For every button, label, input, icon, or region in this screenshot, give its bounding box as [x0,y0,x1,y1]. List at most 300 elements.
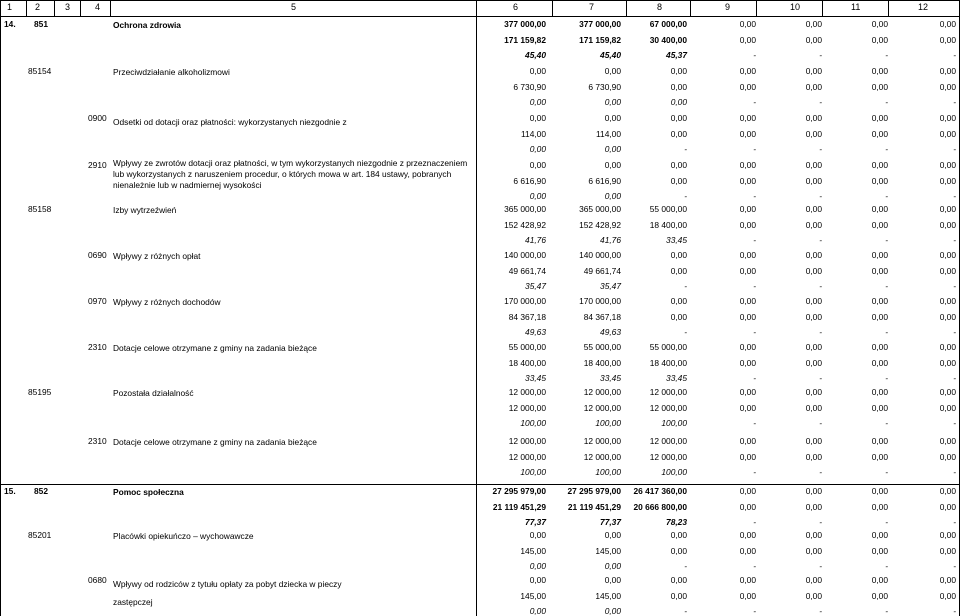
value-cell: 45,40 [600,50,621,60]
value-cell: 0,00 [739,250,756,260]
value-cell: 0,00 [871,250,888,260]
value-cell: 0,00 [805,34,822,45]
value-cell: - [953,373,956,383]
value-cell: 0,00 [739,486,756,496]
value-cell: 67 000,00 [649,19,687,29]
value-cell: 0,00 [670,113,687,123]
value-cell: - [953,97,956,107]
value-cell: 18 400,00 [649,219,687,230]
value-cell: - [753,281,756,291]
value-cell: 0,00 [670,250,687,260]
value-cell: 0,00 [805,501,822,512]
value-cell: 12 000,00 [649,436,687,446]
value-cell: 0,00 [939,204,956,214]
value-cell: 0,00 [939,265,956,276]
value-cell: 0,00 [670,128,687,139]
value-cell: - [819,97,822,107]
value-cell: 0,00 [871,436,888,446]
value-cell: - [953,517,956,527]
value-cell: - [684,281,687,291]
value-cell: 77,37 [600,517,621,527]
value-cell: 0,00 [939,402,956,413]
value-cell: 145,00 [595,590,621,601]
paragraf-number: 0900 [88,113,107,123]
value-cell: - [684,191,687,201]
value-cell: 12 000,00 [583,387,621,397]
value-cell: - [819,418,822,428]
value-cell: - [953,281,956,291]
value-cell: 0,00 [739,19,756,29]
value-cell: - [684,561,687,571]
value-cell: 0,00 [604,561,621,571]
value-cell: 0,00 [805,219,822,230]
value-cell: - [885,327,888,337]
value-cell: 0,00 [805,265,822,276]
value-cell: - [819,561,822,571]
value-cell: 171 159,82 [579,34,621,45]
value-cell: 0,00 [805,128,822,139]
header-col-12: 12 [918,2,929,12]
value-cell: 0,00 [739,545,756,556]
value-cell: 377 000,00 [579,19,621,29]
value-cell: 100,00 [520,418,546,428]
value-cell: 100,00 [661,467,687,477]
value-cell: 0,00 [604,160,621,170]
value-cell: 0,00 [805,486,822,496]
value-cell: 0,00 [871,402,888,413]
value-cell: 0,00 [871,219,888,230]
value-cell: 365 000,00 [504,204,546,214]
value-cell: - [753,191,756,201]
value-cell: 0,00 [739,34,756,45]
value-cell: 0,00 [670,66,687,76]
value-cell: 0,00 [805,436,822,446]
value-cell: 0,00 [939,113,956,123]
value-cell: 0,00 [805,451,822,462]
value-cell: - [885,235,888,245]
value-cell: 0,00 [529,144,546,154]
value-cell: 0,00 [805,296,822,306]
row-label: Przeciwdziałanie alkoholizmowi [113,67,230,77]
value-cell: 12 000,00 [508,387,546,397]
paragraf-number: 0690 [88,250,107,260]
value-cell: - [885,144,888,154]
value-cell: 0,00 [871,81,888,92]
value-cell: 0,00 [670,160,687,170]
value-cell: 0,00 [805,575,822,585]
value-cell: 33,45 [666,373,687,383]
value-cell: 0,00 [805,590,822,601]
value-cell: - [953,561,956,571]
value-cell: - [885,97,888,107]
value-cell: 45,40 [525,50,546,60]
value-cell: 0,00 [871,357,888,368]
value-cell: 0,00 [871,296,888,306]
value-cell: 170 000,00 [504,296,546,306]
value-cell: - [819,50,822,60]
value-cell: 0,00 [739,357,756,368]
grid-line [476,0,477,16]
value-cell: 0,00 [739,66,756,76]
value-cell: 33,45 [600,373,621,383]
value-cell: 0,00 [805,357,822,368]
value-cell: 0,00 [939,387,956,397]
value-cell: 0,00 [871,342,888,352]
column-header-row [0,0,960,17]
value-cell: 45,37 [666,50,687,60]
value-cell: 171 159,82 [504,34,546,45]
value-cell: 0,00 [939,250,956,260]
value-cell: - [819,517,822,527]
value-cell: 0,00 [529,113,546,123]
rozdzial-number: 851 [34,19,48,29]
value-cell: 0,00 [739,175,756,186]
value-cell: 41,76 [600,235,621,245]
value-cell: 0,00 [939,296,956,306]
dzial-number: 14. [4,19,16,29]
value-cell: 6 616,90 [588,175,621,186]
header-col-11: 11 [851,2,861,12]
value-cell: 0,00 [939,66,956,76]
value-cell: 0,00 [739,590,756,601]
value-cell: 0,00 [871,175,888,186]
value-cell: 55 000,00 [583,342,621,352]
value-cell: 0,00 [805,342,822,352]
value-cell: 6 730,90 [513,81,546,92]
value-cell: 0,00 [739,128,756,139]
header-col-3: 3 [65,2,71,12]
value-cell: 0,00 [739,160,756,170]
value-cell: 0,00 [939,357,956,368]
value-cell: 18 400,00 [583,357,621,368]
value-cell: 0,00 [739,387,756,397]
value-cell: 21 119 451,29 [492,501,546,512]
value-cell: 0,00 [805,402,822,413]
value-cell: 0,00 [871,19,888,29]
value-cell: 49 661,74 [508,265,546,276]
value-cell: - [684,144,687,154]
value-cell: 114,00 [521,128,546,139]
value-cell: - [953,418,956,428]
value-cell: 49,63 [600,327,621,337]
row-label: Dotacje celowe otrzymane z gminy na zadania bieżące [113,437,317,447]
paragraf-number: 2310 [88,342,107,352]
value-cell: 0,00 [805,66,822,76]
row-label: Odsetki od dotacji oraz płatności: wykorzystanych niezgodnie z [113,117,347,127]
paragraf-number: 2310 [88,436,107,446]
row-label: Placówki opiekuńczo – wychowawcze [113,531,254,541]
value-cell: 0,00 [939,175,956,186]
value-cell: 0,00 [871,575,888,585]
value-cell: 12 000,00 [649,387,687,397]
value-cell: 0,00 [805,175,822,186]
value-cell: 0,00 [871,34,888,45]
value-cell: - [819,144,822,154]
value-cell: 0,00 [739,451,756,462]
value-cell: 0,00 [529,160,546,170]
value-cell: 12 000,00 [583,402,621,413]
value-cell: 0,00 [739,342,756,352]
value-cell: 0,00 [529,530,546,540]
value-cell: 0,00 [939,219,956,230]
row-label: Wpływy z różnych opłat [113,251,201,261]
value-cell: 0,00 [805,250,822,260]
value-cell: - [753,517,756,527]
value-cell: 0,00 [739,265,756,276]
value-cell: 0,00 [739,219,756,230]
value-cell: 0,00 [805,545,822,556]
value-cell: 0,00 [604,191,621,201]
paragraf-number: 0680 [88,575,107,585]
value-cell: - [753,235,756,245]
value-cell: - [819,606,822,616]
value-cell: 0,00 [871,545,888,556]
value-cell: 0,00 [529,561,546,571]
value-cell: 21 119 451,29 [567,501,621,512]
value-cell: 365 000,00 [579,204,621,214]
rozdzial-number: 852 [34,486,48,496]
grid-line [110,0,111,16]
value-cell: - [885,191,888,201]
value-cell: 0,00 [871,160,888,170]
rozdzial-number: 85201 [28,530,52,540]
value-cell: 100,00 [661,418,687,428]
value-cell: 0,00 [871,113,888,123]
value-cell: 12 000,00 [649,451,687,462]
value-cell: 0,00 [604,606,621,616]
value-cell: - [753,606,756,616]
value-cell: 12 000,00 [508,402,546,413]
grid-line [626,0,627,16]
value-cell: 0,00 [805,113,822,123]
header-col-2: 2 [35,2,41,12]
value-cell: 0,00 [670,175,687,186]
header-col-10: 10 [790,2,801,12]
value-cell: - [953,191,956,201]
value-cell: 0,00 [805,204,822,214]
value-cell: 33,45 [525,373,546,383]
grid-line [756,0,757,16]
value-cell: 33,45 [666,235,687,245]
value-cell: 0,00 [739,81,756,92]
value-cell: 0,00 [739,296,756,306]
value-cell: 0,00 [939,545,956,556]
value-cell: 49,63 [525,327,546,337]
row-label: Pozostała działalność [113,388,194,398]
grid-line [552,0,553,16]
value-cell: 30 400,00 [649,34,687,45]
value-cell: 0,00 [739,402,756,413]
header-col-9: 9 [725,2,731,12]
value-cell: 0,00 [805,160,822,170]
value-cell: - [885,606,888,616]
value-cell: 0,00 [939,575,956,585]
value-cell: - [753,50,756,60]
value-cell: - [819,191,822,201]
value-cell: 0,00 [604,144,621,154]
rozdzial-number: 85158 [28,204,52,214]
value-cell: 12 000,00 [508,451,546,462]
value-cell: 0,00 [805,19,822,29]
value-cell: 0,00 [805,81,822,92]
value-cell: 49 661,74 [583,265,621,276]
value-cell: 41,76 [525,235,546,245]
value-cell: 84 367,18 [583,311,621,322]
value-cell: 0,00 [871,66,888,76]
value-cell: 0,00 [670,311,687,322]
value-cell: - [953,235,956,245]
header-col-8: 8 [657,2,663,12]
value-cell: - [885,517,888,527]
header-col-7: 7 [589,2,595,12]
value-cell: 0,00 [939,590,956,601]
value-cell: 0,00 [805,530,822,540]
value-cell: 0,00 [871,590,888,601]
value-cell: 0,00 [871,128,888,139]
grid-line [690,0,691,16]
value-cell: 6 616,90 [513,175,546,186]
value-cell: - [953,50,956,60]
value-cell: - [753,97,756,107]
value-cell: 84 367,18 [508,311,546,322]
value-cell: - [753,327,756,337]
value-cell: - [753,144,756,154]
value-cell: 100,00 [595,467,621,477]
value-cell: 0,00 [939,19,956,29]
value-cell: 12 000,00 [583,436,621,446]
value-cell: 12 000,00 [649,402,687,413]
value-cell: - [885,561,888,571]
value-cell: 0,00 [939,501,956,512]
value-cell: 12 000,00 [508,436,546,446]
section-separator [0,484,960,485]
value-cell: 145,00 [520,545,546,556]
dzial-number: 15. [4,486,16,496]
value-cell: 0,00 [670,81,687,92]
value-cell: 0,00 [805,387,822,397]
grid-line [26,0,27,16]
value-cell: 12 000,00 [583,451,621,462]
grid-line [888,0,889,16]
value-cell: 0,00 [939,451,956,462]
value-cell: 27 295 979,00 [492,486,546,496]
grid-line [54,0,55,16]
value-cell: 0,00 [739,311,756,322]
value-cell: 0,00 [939,342,956,352]
value-cell: 0,00 [670,530,687,540]
value-cell: 0,00 [871,311,888,322]
value-cell: 0,00 [871,265,888,276]
value-cell: 0,00 [871,204,888,214]
value-cell: 145,00 [595,545,621,556]
value-cell: 0,00 [529,97,546,107]
value-cell: - [819,281,822,291]
row-label: Izby wytrzeźwień [113,205,177,215]
value-cell: 0,00 [670,97,687,107]
value-cell: 0,00 [604,66,621,76]
value-cell: - [819,467,822,477]
value-cell: 0,00 [939,128,956,139]
value-cell: 100,00 [595,418,621,428]
value-cell: 77,37 [525,517,546,527]
value-cell: 35,47 [600,281,621,291]
value-cell: 0,00 [939,160,956,170]
value-cell: 0,00 [939,311,956,322]
value-cell: 0,00 [939,486,956,496]
row-label: Ochrona zdrowia [113,20,181,30]
value-cell: 0,00 [939,34,956,45]
grid-line [822,0,823,16]
value-cell: 0,00 [939,81,956,92]
value-cell: 0,00 [871,451,888,462]
value-cell: 0,00 [670,545,687,556]
value-cell: - [819,235,822,245]
value-cell: 0,00 [529,575,546,585]
value-cell: 114,00 [596,128,621,139]
value-cell: - [885,467,888,477]
value-cell: 18 400,00 [508,357,546,368]
rozdzial-number: 85195 [28,387,52,397]
value-cell: - [885,281,888,291]
value-cell: - [885,418,888,428]
value-cell: - [819,327,822,337]
header-col-5: 5 [291,2,297,12]
value-cell: 35,47 [525,281,546,291]
value-cell: - [953,144,956,154]
value-cell: 0,00 [871,501,888,512]
value-cell: 55 000,00 [649,342,687,352]
value-cell: 0,00 [604,530,621,540]
value-cell: 0,00 [739,575,756,585]
value-cell: - [885,373,888,383]
header-col-4: 4 [95,2,101,12]
value-cell: 0,00 [529,191,546,201]
value-cell: 152 428,92 [504,219,546,230]
value-cell: 27 295 979,00 [567,486,621,496]
value-cell: 0,00 [529,66,546,76]
value-cell: - [753,561,756,571]
grid-line [80,0,81,16]
paragraf-number: 0970 [88,296,107,306]
value-cell: 18 400,00 [649,357,687,368]
value-cell: 170 000,00 [579,296,621,306]
value-cell: - [953,327,956,337]
value-cell: 145,00 [520,590,546,601]
value-cell: 0,00 [871,530,888,540]
paragraf-number: 2910 [88,160,107,170]
value-cell: 0,00 [871,486,888,496]
value-cell: 0,00 [670,296,687,306]
value-cell: - [753,373,756,383]
value-cell: - [953,467,956,477]
value-cell: - [753,467,756,477]
value-cell: 0,00 [670,590,687,601]
value-cell: - [819,373,822,383]
value-cell: - [684,327,687,337]
row-label: Wpływy z różnych dochodów [113,297,221,307]
row-label: Wpływy od rodziców z tytułu opłaty za pobyt dziecka w pieczy zastępczej [113,579,342,607]
row-label: Dotacje celowe otrzymane z gminy na zadania bieżące [113,343,317,353]
value-cell: 140 000,00 [579,250,621,260]
value-cell: 55 000,00 [649,204,687,214]
value-cell: 0,00 [739,113,756,123]
value-cell: 26 417 360,00 [633,486,687,496]
value-cell: 0,00 [939,530,956,540]
value-cell: 78,23 [666,517,687,527]
value-cell: - [885,50,888,60]
value-cell: 0,00 [670,575,687,585]
value-cell: 0,00 [871,387,888,397]
